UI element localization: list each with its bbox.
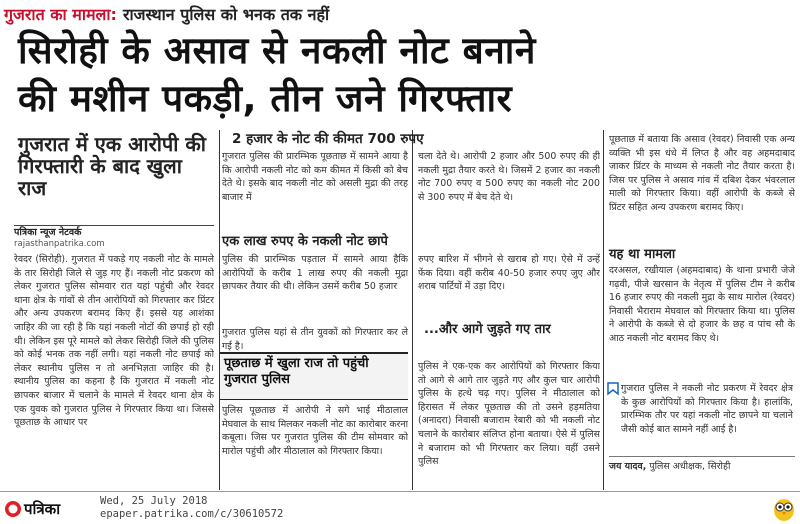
mid-col-b1: चला देते थे। आरोपी 2 हजार और 500 रुपए की ही नकली मुद्रा तैयार करते थे। जिसमें 2 हजार का नकली नोट 700 रुपए व 500 रुपए का नकली नोट 200 से 300 रुपए में बेच देते थे।	[418, 151, 600, 203]
footer-info	[100, 495, 283, 521]
owl-mascot-icon	[772, 496, 796, 522]
headline	[18, 27, 798, 123]
quote-mark-icon	[607, 382, 619, 396]
mid-col-a3: गुजरात पुलिस यहां से तीन युवकों को गिरफ्तार कर ले गई है।	[222, 327, 408, 352]
publish-date: Wed, 25 July 2018	[100, 495, 208, 507]
logo-text: पत्रिका	[24, 500, 61, 518]
left-byline-block	[14, 225, 214, 252]
epaper-link[interactable]: epaper.patrika.com/c/30610572	[100, 508, 284, 520]
website: rajasthanpatrika.com	[14, 239, 105, 249]
quote-rule	[609, 456, 795, 457]
mid-head-1: 2 हजार के नोट की कीमत 700 रुपए	[232, 131, 424, 147]
column-rule-1	[219, 130, 220, 490]
kicker: गुजरात का मामला	[4, 5, 111, 24]
mid-head-2: एक लाख रुपए के नकली नोट छापे	[222, 234, 388, 249]
quote-box	[607, 382, 795, 454]
kicker-separator: :	[110, 4, 117, 24]
footer-rule	[0, 491, 800, 492]
quote-text: गुजरात पुलिस ने नकली नोट प्रकरण में रेवदर क्षेत्र के कुछ आरोपियों को गिरफ्तार किया है। हालांकि, प्रारम्भिक तौर पर यहां नकली नोट छापने या चलाने जैसी कोई बात सामने नहीं आई है।	[621, 383, 793, 435]
kicker-line	[4, 3, 329, 25]
subheadline: राजस्थान पुलिस को भनक तक नहीं	[122, 5, 330, 24]
signature	[609, 460, 795, 473]
column-rule-2	[412, 130, 413, 490]
signature-title: पुलिस अधीक्षक, सिरोही	[649, 461, 731, 472]
left-body: रेवदर (सिरोही). गुजरात में पकड़े गए नकली नोट के मामले के तार सिरोही जिले से जुड़ गए हैं। नकली नोट प्रकरण को लेकर गुजरात पुलिस सोमवार रात यहां पहुंची और रेवदर थाना क्षेत्र के गांवों से तीन आरोपियों को गिरफ्तार कर प्रिंटर और अन्य उपकरण बरामद किए हैं। इससे यह आशंका जाहिर की जा रही है कि यहां नकली नोटों की छपाई हो रही थी। लेकिन इस पूरे मामले को लेकर सिरोही जिले की पुलिस को कोई भनक तक नहीं लगी। यहां नकली नोट छपाई को लेकर स्थानीय पुलिस न तो अनभिज्ञता जाहिर की है। स्थानीय पुलिस का कहना है कि गुजरात में नकली नोट छापकर बाजार में चलाने के मामले में रेवदर थाना क्षेत्र के एक युवक को गुजरात पुलिस ने गिरफ्तार किया था। जिससे पूछताछ के आधार पर	[14, 254, 214, 429]
headline-line-1: सिरोही के असाव से नकली नोट बनाने	[18, 29, 536, 72]
right-body-top: पूछताछ में बताया कि असाव (रेवदर) निवासी एक अन्य व्यक्ति भी इस धंधे में लिप्त है और वह अहमदाबाद जाकर प्रिंटर के माध्यम से नकली नोट तैयार करता है। जिस पर पुलिस ने असाव गांव में दबिश देकर भंवरलाल माली को गिरफ्तार किया। वहीं आरोपी के कब्जे से प्रिंटर सहित अन्य उपकरण बरामद किए।	[609, 134, 795, 213]
patrika-logo	[4, 497, 66, 521]
right-head: यह था मामला	[609, 247, 676, 262]
mid-head-3: ...और आगे जुड़ते गए तार	[424, 322, 551, 337]
left-title: गुजरात में एक आरोपी की गिरफ्तारी के बाद खुला राज	[18, 132, 206, 200]
headline-line-2: की मशीन पकड़ी, तीन जने गिरफ्तार	[18, 77, 513, 120]
mid-col-b3: पुलिस ने एक-एक कर आरोपियों को गिरफ्तार किया तो आगे से आगे तार जुड़ते गए और कुल चार आरोपी पुलिस के हत्थे चढ़ गए। पुलिस ने मीठालाल को हिरासत में लेकर पूछताछ की तो उसने हड़मतिया (अनादरा) निवासी बजाराम रेबारी को भी नकली नोट चलाने के कारोबार संलिप्त होना बताया। ऐसे में पुलिस ने बजाराम को भी गिरफ्तार कर लिया। वहीं उसने पुलिस	[418, 361, 600, 468]
right-body-mid: दरअसल, रखीयाल (अहमदाबाद) के थाना प्रभारी जेजे गढ़वी, पीजे खरसान के नेतृत्व में पुलिस टीम ने करीब 16 हजार रुपए की नकली मुद्रा के साथ मारोल (रेवदर) निवासी भैराराम मेघवाल को गिरफ्तार किया था। पुलिस ने आरोपी के कब्जे से दो हजार के छह व पांच सौ के आठ नकली नोट बरामद किए थे।	[609, 265, 795, 344]
mid-col-b2: रुपए बारिश में भीगने से खराब हो गए। ऐसे में उन्हें फेंक दिया। वहीं करीब 40-50 हजार रुपए जुए और शराब पार्टियों में उड़ा दिए।	[418, 254, 600, 293]
mid-col-a1: गुजरात पुलिस की प्रारम्भिक पूछताछ में सामने आया है कि आरोपी नकली नोट को कम कीमत में किसी को बेच देते थे। इसके बाद नकली नोट को असली मुद्रा की तरह बाजार में	[222, 151, 408, 203]
column-rule-3	[603, 130, 604, 490]
mid-col-a4: पुलिस पूछताछ में आरोपी ने सगे भाई मीठालाल मेघवाल के साथ मिलकर नकली नोट का कारोबार करना कबूला। जिस पर गुजरात पुलिस की टीम सोमवार को मारोल पहुंची और मीठालाल को गिरफ्तार किया।	[222, 405, 408, 457]
mid-col-a2: पुलिस की प्रारम्भिक पड़ताल में सामने आया हैकि आरोपियों के करीब 1 लाख रुपए की नकली मुद्रा छापकर तैयार की थी। लेकिन उसमें करीब 50 हजार	[222, 254, 408, 293]
signature-name: जय यादव,	[609, 461, 647, 472]
byline: पत्रिका न्यूज नेटवर्क	[14, 227, 82, 238]
mid-head-4: पूछताछ में खुला राज तो पहुंची गुजरात पुलिस	[220, 352, 408, 400]
